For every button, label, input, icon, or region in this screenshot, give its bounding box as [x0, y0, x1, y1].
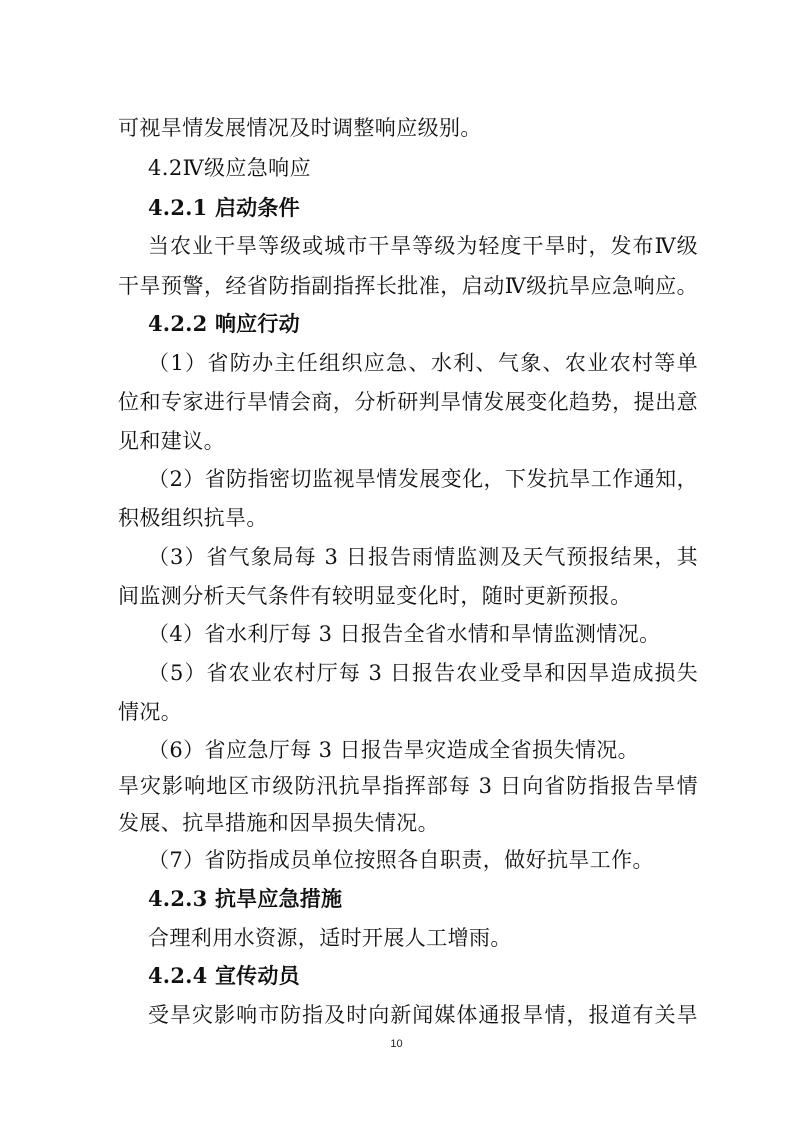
paragraph-line: 当农业干旱等级或城市干旱等级为轻度干旱时，发布Ⅳ级	[148, 234, 698, 258]
section-heading: 4.2Ⅳ级应急响应	[148, 156, 311, 180]
paragraph-line: 间监测分析天气条件有较明显变化时，随时更新预报。	[118, 584, 632, 608]
paragraph-line: 受旱灾影响市防指及时向新闻媒体通报旱情，报道有关旱	[148, 1003, 698, 1027]
paragraph-line: （3）省气象局每 3 日报告雨情监测及天气预报结果，其	[148, 545, 698, 569]
paragraph-line: （5）省农业农村厅每 3 日报告农业受旱和因旱造成损失	[148, 661, 698, 685]
subsection-heading: 4.2.3 抗旱应急措施	[148, 886, 343, 911]
page-number: 10	[390, 1038, 403, 1050]
paragraph-line: （1）省防办主任组织应急、水利、气象、农业农村等单	[148, 351, 698, 375]
paragraph-line: 情况。	[118, 700, 183, 724]
paragraph-line: 积极组织抗旱。	[118, 506, 268, 530]
paragraph-line: 可视旱情发展情况及时调整响应级别。	[118, 116, 482, 140]
paragraph-line: 旱灾影响地区市级防汛抗旱指挥部每 3 日向省防指报告旱情	[118, 774, 698, 798]
subsection-heading: 4.2.2 响应行动	[148, 311, 300, 336]
paragraph-line: （4）省水利厅每 3 日报告全省水情和旱情监测情况。	[148, 622, 661, 646]
paragraph-line: （7）省防指成员单位按照各自职责，做好抗旱工作。	[148, 848, 654, 872]
paragraph-line: （2）省防指密切监视旱情发展变化，下发抗旱工作通知，	[148, 467, 698, 491]
subsection-heading: 4.2.4 宣传动员	[148, 963, 300, 988]
paragraph-line: 发展、抗旱措施和因旱损失情况。	[118, 811, 439, 835]
paragraph-line: 见和建议。	[118, 429, 225, 453]
subsection-heading: 4.2.1 启动条件	[148, 195, 300, 220]
paragraph-line: （6）省应急厅每 3 日报告旱灾造成全省损失情况。	[148, 738, 640, 762]
paragraph-line: 合理利用水资源，适时开展人工增雨。	[148, 926, 512, 950]
paragraph-line: 位和专家进行旱情会商，分析研判旱情发展变化趋势，提出意	[118, 390, 698, 414]
paragraph-line: 干旱预警，经省防指副指挥长批准，启动Ⅳ级抗旱应急响应。	[118, 274, 698, 298]
